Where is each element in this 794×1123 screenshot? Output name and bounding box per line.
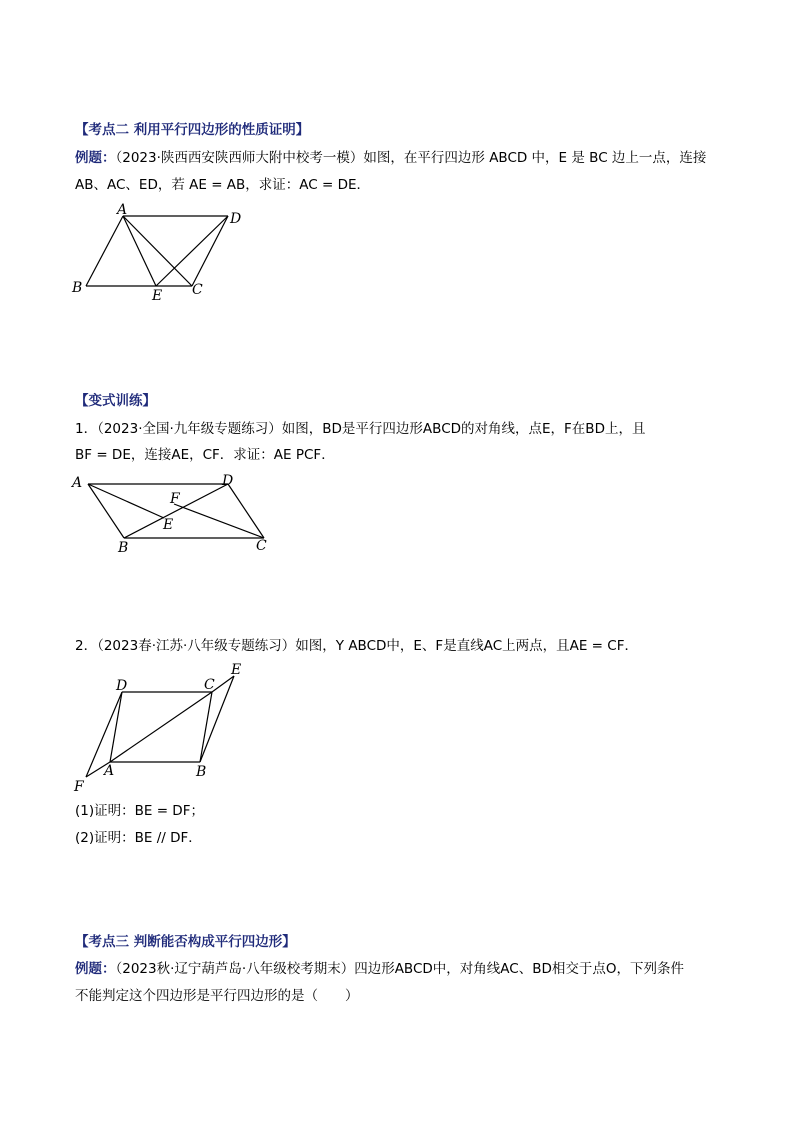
example-1-text-1: （2023·陕西西安陕西师大附中校考一模）如图，在平行四边形 ABCD 中，E 是 BC 边上一点，连接 [115,150,707,166]
example-2-text-1: （2023秋·辽宁葫芦岛·八年级校考期末）四边形ABCD中，对角线AC、BD相交于点O，下列条件 [115,961,684,977]
example-1-line-1 [75,149,706,167]
section-heading-2: 【考点二 利用平行四边形的性质证明】 [75,122,310,138]
fig1-label-b: B [72,280,83,296]
question-2-line-1: 2．（2023春·江苏·八年级专题练习）如图，Y ABCD中，E、F是直线AC上两点，且AE = CF． [75,638,638,654]
figure-parallelogram-3 [70,660,260,795]
fig2-label-f: F [170,491,180,507]
section-heading-3: 【考点三 判断能否构成平行四边形】 [75,934,296,950]
fig3-label-b: B [196,764,207,780]
fig3-label-c: C [204,677,215,693]
example-1-line-2: AB、AC、ED，若 AE = AB，求证：AC = DE． [75,177,371,193]
practice-heading: 【变式训练】 [75,393,156,409]
fig1-label-e: E [152,288,163,304]
fig2-label-e: E [163,517,174,533]
fig1-label-a: A [117,202,128,218]
question-1-line-1: 1．（2023·全国·九年级专题练习）如图，BD是平行四边形ABCD的对角线，点E，F在BD上，且 [75,421,646,437]
figure-parallelogram-1 [70,200,260,305]
question-2-part-1: (1)证明：BE = DF； [75,803,204,819]
fig2-label-b: B [118,540,129,556]
example-2-line-1 [75,960,684,978]
fig1-label-d: D [230,211,242,227]
fig3-label-d: D [116,678,128,694]
question-2-part-2: (2)证明：BE // DF． [75,830,202,846]
figure-parallelogram-2 [70,470,280,560]
example-2-line-2: 不能判定这个四边形是平行四边形的是（ ） [75,988,359,1004]
fig3-label-e: E [231,662,242,678]
fig2-label-d: D [222,473,234,489]
fig2-label-c: C [256,538,267,554]
fig3-label-a: A [104,763,115,779]
example-label: 例题： [75,150,116,166]
fig1-label-c: C [192,282,203,298]
example-label-2: 例题： [75,961,116,977]
question-1-line-2: BF = DE，连接AE，CF．求证：AE PCF． [75,447,335,463]
fig2-label-a: A [72,475,83,491]
fig3-label-f: F [74,779,84,795]
